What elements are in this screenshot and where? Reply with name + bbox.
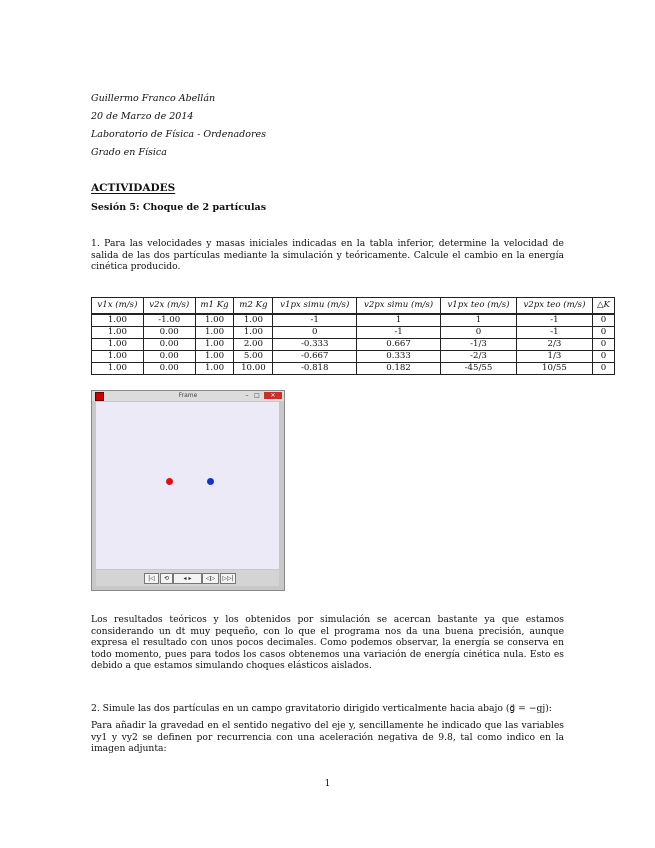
table-cell: -1 <box>516 314 592 327</box>
table-cell: 2/3 <box>516 339 592 351</box>
table-cell: -2/3 <box>440 351 516 363</box>
table-cell: 1 <box>357 314 441 327</box>
author-course: Laboratorio de Física - Ordenadores <box>91 129 266 140</box>
table-header: v2x (m/s) <box>143 298 195 315</box>
close-icon: ✕ <box>264 392 282 399</box>
session-heading: Sesión 5: Choque de 2 partículas <box>91 202 267 213</box>
table-cell: 10.00 <box>234 363 273 375</box>
maximize-icon: □ <box>254 392 260 399</box>
table-cell: 0 <box>592 327 614 339</box>
results-paragraph: Los resultados teóricos y los obtenidos por simulación se acercan bastante ya que estamos considerando un dt muy pequeño, con lo que el programa nos da una buena precisión, aunque expresa el resultado con unos pocos decimales. Como podemos observar, la energía se conserva en todo momento, pues para todos los casos obtenemos una variación de energía cinética nula. Esto es debido a que estamos simulando choques elásticos aislados. <box>91 614 564 672</box>
simulation-canvas <box>96 402 279 569</box>
gravity-paragraph: Para añadir la gravedad en el sentido negativo del eje y, sencillamente he indicado que las variables vy1 y vy2 se definen por recurrencia con una aceleración negativa de 9.8, tal como indico en la imagen adjunta: <box>91 720 564 755</box>
step-icon: ◁▷ <box>202 573 219 584</box>
table-cell: 1 <box>440 314 516 327</box>
table-row <box>92 363 615 375</box>
table-cell: 1.00 <box>92 314 144 327</box>
table-header: v1px simu (m/s) <box>273 298 357 315</box>
table-header-row <box>92 298 615 315</box>
author-name: Guillermo Franco Abellán <box>91 93 216 104</box>
table-cell: -1.00 <box>143 314 195 327</box>
table-cell: 1.00 <box>234 314 273 327</box>
table-cell: 0.00 <box>143 363 195 375</box>
table-cell: 1.00 <box>234 327 273 339</box>
question-1: 1. Para las velocidades y masas iniciales indicadas en la tabla inferior, determine la velocidad de salida de las dos partículas mediante la simulación y teóricamente. Calcule el cambio en la energía cinética producido. <box>91 238 564 273</box>
table-cell: 1/3 <box>516 351 592 363</box>
table-cell: -0.667 <box>273 351 357 363</box>
table-cell: 1.00 <box>195 363 234 375</box>
table-cell: -1 <box>273 314 357 327</box>
table-cell: 0.182 <box>357 363 441 375</box>
table-header: △K <box>592 298 614 315</box>
table-row <box>92 351 615 363</box>
table-header: v2px teo (m/s) <box>516 298 592 315</box>
section-heading: ACTIVIDADES <box>91 182 176 194</box>
table-cell: 5.00 <box>234 351 273 363</box>
table-cell: 1.00 <box>195 327 234 339</box>
table-row <box>92 314 615 327</box>
table-cell: 2.00 <box>234 339 273 351</box>
table-header: v2px simu (m/s) <box>357 298 441 315</box>
table-cell: 0.00 <box>143 351 195 363</box>
table-header: v1px teo (m/s) <box>440 298 516 315</box>
table-cell: 10/55 <box>516 363 592 375</box>
particle-2 <box>207 478 214 485</box>
play-step-icon: ◂ ▸ <box>173 573 202 584</box>
playback-controls <box>96 570 279 586</box>
table-cell: -0.333 <box>273 339 357 351</box>
table-cell: 1.00 <box>195 351 234 363</box>
table-cell: 0 <box>440 327 516 339</box>
table-row <box>92 339 615 351</box>
table-cell: 0.333 <box>357 351 441 363</box>
fast-forward-icon: ▷▷| <box>220 573 236 584</box>
table-cell: 0.667 <box>357 339 441 351</box>
author-degree: Grado en Física <box>91 147 167 158</box>
table-cell: 0 <box>592 314 614 327</box>
table-header: m1 Kg <box>195 298 234 315</box>
table-cell: 1.00 <box>92 339 144 351</box>
table-cell: -1 <box>516 327 592 339</box>
results-table <box>91 297 615 375</box>
frame-title: Frame <box>178 392 198 399</box>
table-cell: 0 <box>592 363 614 375</box>
table-cell: -45/55 <box>440 363 516 375</box>
table-cell: 0 <box>592 339 614 351</box>
page-number: 1 <box>324 779 331 789</box>
table-cell: 0 <box>592 351 614 363</box>
author-date: 20 de Marzo de 2014 <box>91 111 194 122</box>
reload-icon: ⟲ <box>160 573 173 584</box>
simulation-frame-screenshot <box>91 390 285 591</box>
table-row <box>92 327 615 339</box>
table-cell: -1 <box>357 327 441 339</box>
question-2: 2. Simule las dos partículas en un campo gravitatorio dirigido verticalmente hacia abajo (g⃗ = −gj): <box>91 703 552 714</box>
particle-1 <box>166 478 173 485</box>
table-header: m2 Kg <box>234 298 273 315</box>
table-header: v1x (m/s) <box>92 298 144 315</box>
table-cell: 0.00 <box>143 339 195 351</box>
table-cell: 1.00 <box>195 339 234 351</box>
table-cell: 1.00 <box>92 351 144 363</box>
reset-icon: |◁ <box>144 573 159 584</box>
table-cell: -1/3 <box>440 339 516 351</box>
table-cell: -0.818 <box>273 363 357 375</box>
table-cell: 0 <box>273 327 357 339</box>
frame-titlebar <box>92 391 284 401</box>
table-cell: 1.00 <box>92 363 144 375</box>
table-cell: 1.00 <box>195 314 234 327</box>
minimize-icon: – <box>245 392 249 399</box>
table-cell: 0.00 <box>143 327 195 339</box>
table-cell: 1.00 <box>92 327 144 339</box>
